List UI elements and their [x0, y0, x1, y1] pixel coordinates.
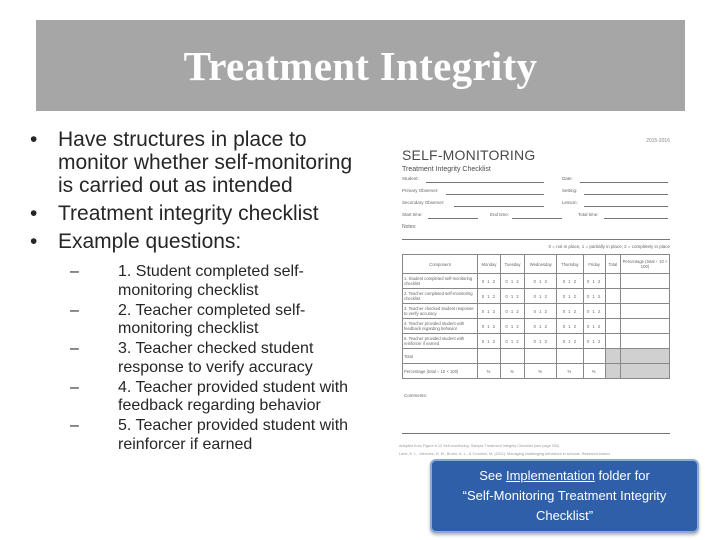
sub-bullet-marker: – — [70, 301, 79, 319]
percent-cell: % — [525, 364, 557, 379]
score-cell: 0 1 2 — [500, 274, 524, 289]
score-cell: 0 1 2 — [583, 289, 605, 304]
column-header: Wednesday — [525, 255, 557, 274]
field-line — [454, 206, 544, 207]
score-cell: 0 1 2 — [583, 319, 605, 334]
callout-suffix: folder for — [594, 468, 650, 483]
column-header: Tuesday — [500, 255, 524, 274]
notes-line — [402, 239, 670, 240]
percentage-cell — [621, 274, 670, 289]
sub-bullet-text: 4. Teacher provided student with feedback regarding behavior — [118, 378, 349, 414]
component-cell: 1. Student completed self-monitoring checklist — [403, 274, 478, 289]
document-year: 2015-2016 — [646, 138, 670, 144]
field-line — [584, 206, 668, 207]
implementation-link[interactable]: Implementation — [505, 468, 595, 483]
integrity-table — [402, 254, 670, 379]
table-row — [403, 319, 670, 334]
score-cell: 0 1 2 — [557, 304, 583, 319]
sub-bullet-text: 3. Teacher checked student response to verify accuracy — [118, 340, 314, 376]
document-heading: SELF-MONITORING — [402, 147, 536, 163]
sub-bullet-list — [70, 263, 370, 454]
table-row — [403, 304, 670, 319]
table-percentage-row — [403, 364, 670, 379]
score-cell: 0 1 2 — [557, 334, 583, 349]
shaded-cell — [605, 364, 620, 379]
sub-bullet-item — [70, 302, 370, 339]
percent-cell: % — [500, 364, 524, 379]
field-line — [604, 218, 668, 219]
field-date-label: Date: — [562, 176, 573, 181]
field-line — [584, 194, 668, 195]
checklist-document-image — [394, 133, 676, 475]
field-start-time-label: Start time: — [402, 212, 423, 217]
score-cell: 0 1 2 — [500, 334, 524, 349]
score-cell: 0 1 2 — [557, 274, 583, 289]
sub-bullet-marker: – — [70, 378, 79, 396]
bullet-item — [30, 202, 370, 225]
component-cell: 2. Teacher completed self-monitoring checklist — [403, 289, 478, 304]
bullet-list — [30, 128, 370, 459]
total-cell — [605, 274, 620, 289]
score-cell: 0 1 2 — [525, 319, 557, 334]
score-cell: 0 1 2 — [500, 304, 524, 319]
field-end-time-label: End time: — [490, 212, 510, 217]
shaded-cell — [621, 364, 670, 379]
field-primary-observer-label: Primary Observer: — [402, 188, 439, 193]
field-lesson-label: Lesson: — [562, 200, 578, 205]
component-cell: 4. Teacher provided student with feedback regarding behavior — [403, 319, 478, 334]
sub-bullet-text: 5. Teacher provided student with reinforcer if earned — [118, 417, 349, 453]
column-header: Component — [403, 255, 478, 274]
score-cell: 0 1 2 — [500, 289, 524, 304]
table-total-row — [403, 349, 670, 364]
total-cell — [605, 304, 620, 319]
sub-bullet-text: 2. Teacher completed self-monitoring checklist — [118, 301, 306, 337]
percent-cell: % — [557, 364, 583, 379]
sub-bullet-text: 1. Student completed self-monitoring checklist — [118, 263, 304, 299]
sub-bullet-item — [70, 340, 370, 377]
column-header: Total — [605, 255, 620, 274]
sub-bullet-marker: – — [70, 263, 79, 280]
table-row — [403, 289, 670, 304]
score-cell: 0 1 2 — [500, 319, 524, 334]
shaded-cell — [605, 349, 620, 364]
field-line — [512, 218, 562, 219]
column-header: Friday — [583, 255, 605, 274]
percentage-cell — [621, 304, 670, 319]
bullet-marker: • — [30, 202, 38, 225]
bullet-item — [30, 128, 370, 197]
bullet-marker: • — [30, 128, 38, 151]
bullet-marker: • — [30, 230, 38, 253]
callout-line-3: Checklist” — [535, 508, 594, 523]
sub-bullet-item — [70, 417, 370, 454]
total-cell — [605, 289, 620, 304]
comments-line — [402, 433, 670, 434]
sub-bullet-item — [70, 263, 370, 300]
percentage-cell — [621, 319, 670, 334]
total-cell — [605, 334, 620, 349]
score-cell: 0 1 2 — [557, 319, 583, 334]
field-line — [428, 218, 478, 219]
document-subheading: Treatment Integrity Checklist — [402, 166, 491, 173]
sub-bullet-marker: – — [70, 417, 79, 434]
field-line — [426, 182, 544, 183]
callout-line-1 — [432, 466, 697, 486]
slide-title: Treatment Integrity — [183, 42, 538, 89]
total-label-cell: Total — [403, 349, 478, 364]
percentage-cell — [621, 289, 670, 304]
field-line — [580, 182, 668, 183]
table-row — [403, 274, 670, 289]
component-cell: 5. Teacher provided student with reinforcer if earned — [403, 334, 478, 349]
scoring-legend: 0 = not in place, 1 = partially in place; 2 = completely in place — [548, 244, 670, 249]
bullet-text: Have structures in place to monitor whether self-monitoring is carried out as intended — [58, 128, 353, 197]
score-cell: 0 1 2 — [478, 304, 501, 319]
total-cell — [583, 349, 605, 364]
percentage-label-cell: Percentage (total ÷ 10 × 100) — [403, 364, 478, 379]
percent-cell: % — [478, 364, 501, 379]
percentage-cell — [621, 334, 670, 349]
score-cell: 0 1 2 — [478, 334, 501, 349]
score-cell: 0 1 2 — [525, 274, 557, 289]
footnote: Lane, K. L., Menzies, H. M., Bruhn, A. L., & Crnobori, M. (2011). Managing challenging behaviors in schools. Research-based — [399, 452, 610, 456]
total-cell — [557, 349, 583, 364]
callout-line-2: “Self-Monitoring Treatment Integrity — [462, 488, 667, 503]
notes-label: Notes: — [402, 224, 417, 230]
score-cell: 0 1 2 — [583, 304, 605, 319]
score-cell: 0 1 2 — [525, 289, 557, 304]
title-bar — [36, 20, 685, 111]
score-cell: 0 1 2 — [478, 319, 501, 334]
bullet-text: Treatment integrity checklist — [58, 202, 319, 225]
score-cell: 0 1 2 — [525, 334, 557, 349]
total-cell — [525, 349, 557, 364]
score-cell: 0 1 2 — [583, 274, 605, 289]
column-header: Percentage (total ÷ 10 × 100) — [621, 255, 670, 274]
percent-cell: % — [583, 364, 605, 379]
column-header: Monday — [478, 255, 501, 274]
total-cell — [500, 349, 524, 364]
total-cell — [478, 349, 501, 364]
field-secondary-observer-label: Secondary Observer: — [402, 200, 445, 205]
field-line — [446, 194, 544, 195]
column-header: Thursday — [557, 255, 583, 274]
field-student-label: Student: — [402, 176, 419, 181]
score-cell: 0 1 2 — [525, 304, 557, 319]
score-cell: 0 1 2 — [478, 289, 501, 304]
field-setting-label: Setting: — [562, 188, 578, 193]
shaded-cell — [621, 349, 670, 364]
bullet-text: Example questions: — [58, 230, 242, 253]
total-cell — [605, 319, 620, 334]
score-cell: 0 1 2 — [557, 289, 583, 304]
callout-prefix: See — [479, 468, 506, 483]
sub-bullet-marker: – — [70, 340, 79, 357]
table-header-row — [403, 255, 670, 274]
score-cell: 0 1 2 — [478, 274, 501, 289]
comments-label: Comments: — [404, 393, 428, 398]
sub-bullet-item — [70, 379, 370, 416]
implementation-folder-callout — [430, 459, 699, 533]
score-cell: 0 1 2 — [583, 334, 605, 349]
field-total-time-label: Total time: — [578, 212, 599, 217]
bullet-item — [30, 230, 370, 454]
component-cell: 3. Teacher checked student response to verify accuracy — [403, 304, 478, 319]
footnote: Adapted from Figure 8.12 Self-monitoring: Sample Treatment Integrity Checklist (see page 330) — [399, 444, 560, 448]
table-row — [403, 334, 670, 349]
